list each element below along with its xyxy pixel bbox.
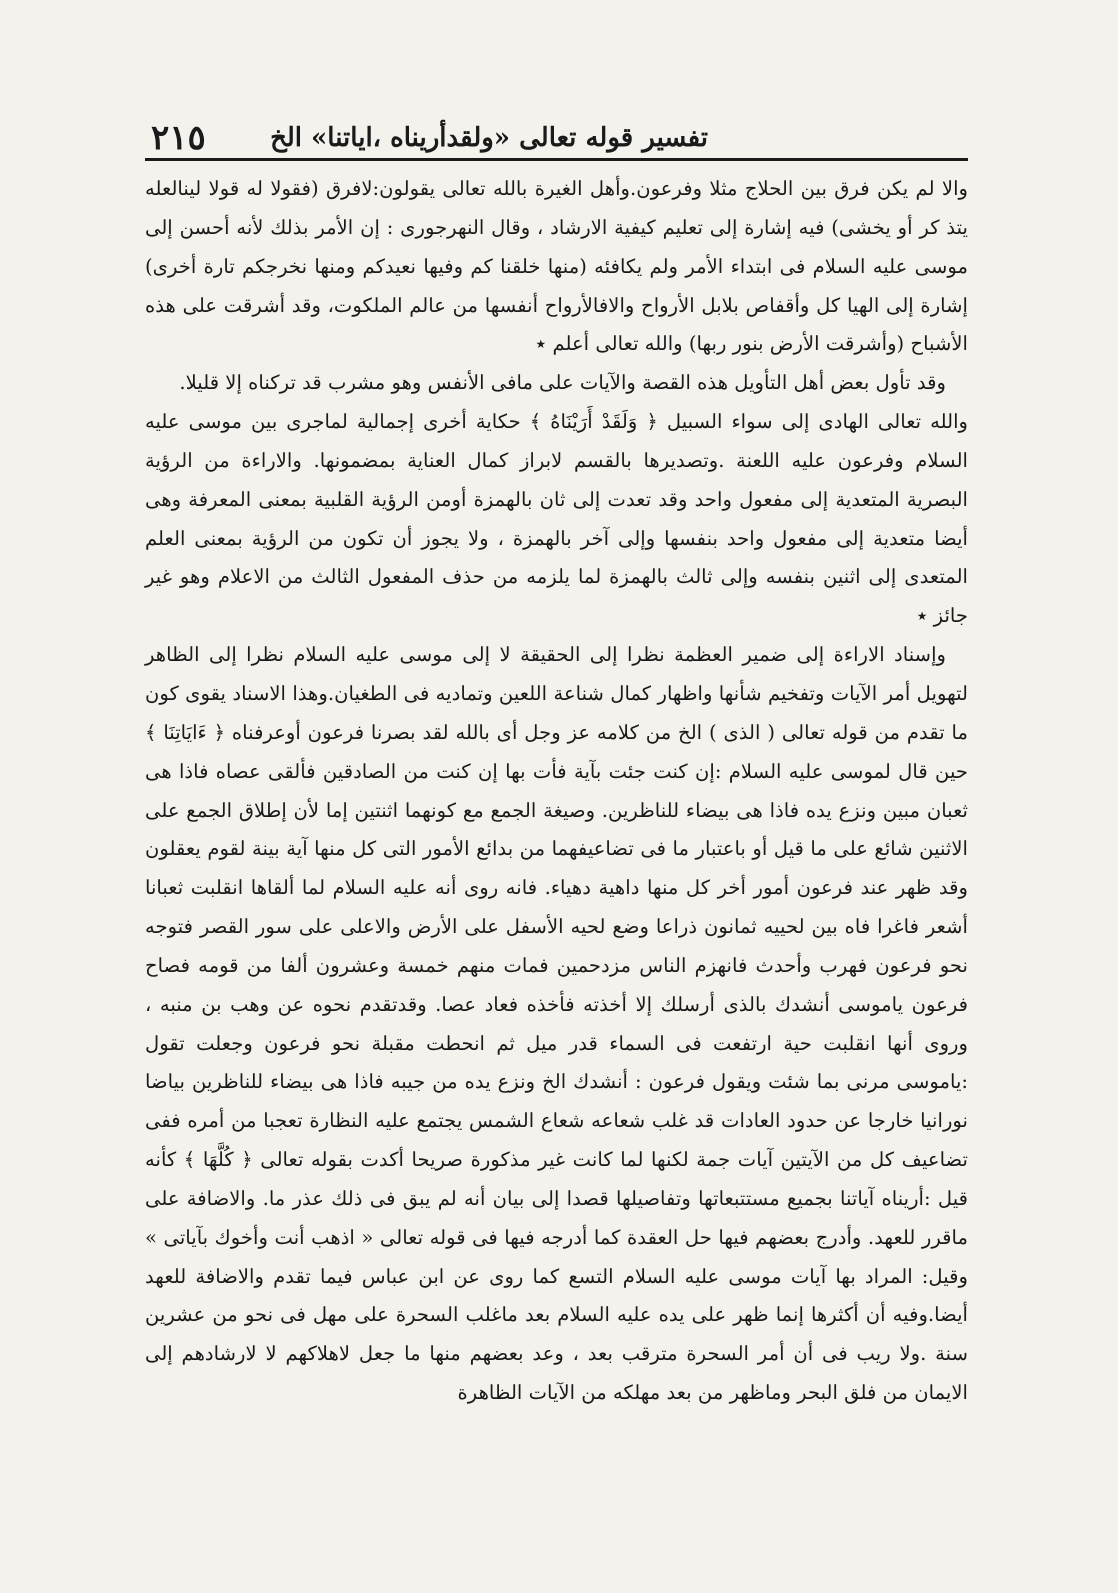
body-text xyxy=(145,170,968,1413)
paragraph: والله تعالى الهادى إلى سواء السبيل ﴿ وَلَقَدْ أَرَيْنَاهُ ﴾ حكاية أخرى إجمالية لماجرى بين موسى عليه السلام وفرعون عليه اللعنة .وتصديرها بالقسم لابراز كمال العناية بمضمونها. والاراءة من الرؤية البصرية المتعدية إلى مفعول واحد وقد تعدت إلى ثان بالهمزة أومن الرؤية القلبية بمعنى المعرفة وهى أيضا متعدية إلى مفعول واحد بنفسها وإلى آخر بالهمزة ، ولا يجوز أن تكون من الرؤية بمعنى العلم المتعدى إلى اثنين بنفسه وإلى ثالث بالهمزة لما يلزمه من حذف المفعول الثالث من الاعلام وهو غير جائز ٭ xyxy=(145,410,968,628)
header-rule xyxy=(145,158,968,161)
paragraph: والا لم يكن فرق بين الحلاج مثلا وفرعون.وأهل الغيرة بالله تعالى يقولون:لافرق (فقولا له قولا لينالعله يتذ كر أو يخشى) فيه إشارة إلى تعليم كيفية الارشاد ، وقال النهرجورى : إن الأمر بذلك لأنه أحسن إلى موسى عليه السلام فى ابتداء الأمر ولم يكافئه (منها خلقنا كم وفيها نعيدكم ومنها نخرجكم تارة أخرى) إشارة إلى الهيا كل وأقفاص بلابل الأرواح والافالأرواح أنفسها من عالم الملكوت، وقد أشرقت على هذه الأشباح (وأشرقت الأرض بنور ربها) والله تعالى أعلم ٭ xyxy=(145,177,968,356)
paragraph: وإسناد الاراءة إلى ضمير العظمة نظرا إلى الحقيقة لا إلى موسى عليه السلام نظرا إلى الظاهر لتهويل أمر الآيات وتفخيم شأنها واظهار كمال شناعة اللعين وتماديه فى الطغيان.وهذا الاسناد يقوى كون ما تقدم من قوله تعالى ( الذى ) الخ من كلامه عز وجل أى بالله لقد بصرنا فرعون أوعرفناه ﴿ ءَايَاتِنَا ﴾ حين قال لموسى عليه السلام :إن كنت جئت بآية فأت بها إن كنت من الصادقين فألقى عصاه فاذا هى ثعبان مبين ونزع يده فاذا هى بيضاء للناظرين. وصيغة الجمع مع كونهما اثنتين إما لأن إطلاق الجمع على الاثنين شائع على ما قيل أو باعتبار ما فى تضاعيفهما من بدائع الأمور التى كل منها آية بينة لقوم يعقلون وقد ظهر عند فرعون أمور أخر كل منها داهية دهياء. فانه روى أنه عليه السلام لما ألقاها انقلبت ثعبانا أشعر فاغرا فاه بين لحييه ثمانون ذراعا وضع لحيه الأسفل على الأرض والاعلى على سور القصر فتوجه نحو فرعون فهرب وأحدث فانهزم الناس مزدحمين فمات منهم خمسة وعشرون ألفا من قومه فصاح فرعون ياموسى أنشدك بالذى أرسلك إلا أخذته فأخذه فعاد عصا. وقدتقدم نحوه عن وهب بن منبه ، وروى أنها انقلبت حية ارتفعت فى السماء قدر ميل ثم انحطت مقبلة نحو فرعون وجعلت تقول :ياموسى مرنى بما شئت ويقول فرعون : أنشدك الخ ونزع يده من جيبه فاذا هى بيضاء للناظرين بياضا نورانيا خارجا عن حدود العادات قد غلب شعاعه شعاع الشمس يجتمع عليه النظارة تعجبا من أمره ففى تضاعيف كل من الآيتين آيات جمة لكنها لما كانت غير مذكورة صريحا أكدت بقوله تعالى ﴿ كُلَّهَا ﴾ كأنه قيل :أريناه آياتنا بجميع مستتبعاتها وتفاصيلها قصدا إلى بيان أنه لم يبق فى ذلك عذر ما. والاضافة على ماقرر للعهد. وأدرج بعضهم فيها حل العقدة كما أدرجه فيها فى قوله تعالى « اذهب أنت وأخوك بآياتى » وقيل: المراد بها آيات موسى عليه السلام التسع كما روى عن ابن عباس فيما تقدم والاضافة للعهد أيضا.وفيه أن أكثرها إنما ظهر على يده عليه السلام بعد ماغلب السحرة على مهل فى نحو من عشرين سنة .ولا ريب فى أن أمر السحرة مترقب بعد ، وعد بعضهم منها ما جعل لاهلاكهم لا لارشادهم إلى الايمان من فلق البحر وماظهر من بعد مهلكه من الآيات الظاهرة xyxy=(145,643,968,1405)
paragraph: وقد تأول بعض أهل التأويل هذه القصة والآيات على مافى الأنفس وهو مشرب قد تركناه إلا قليلا. xyxy=(179,371,946,395)
page-header xyxy=(145,108,968,158)
running-title: تفسير قوله تعالى «ولقدأريناه ،اياتنا» الخ xyxy=(270,123,708,153)
page-number: ٢١٥ xyxy=(151,118,206,158)
